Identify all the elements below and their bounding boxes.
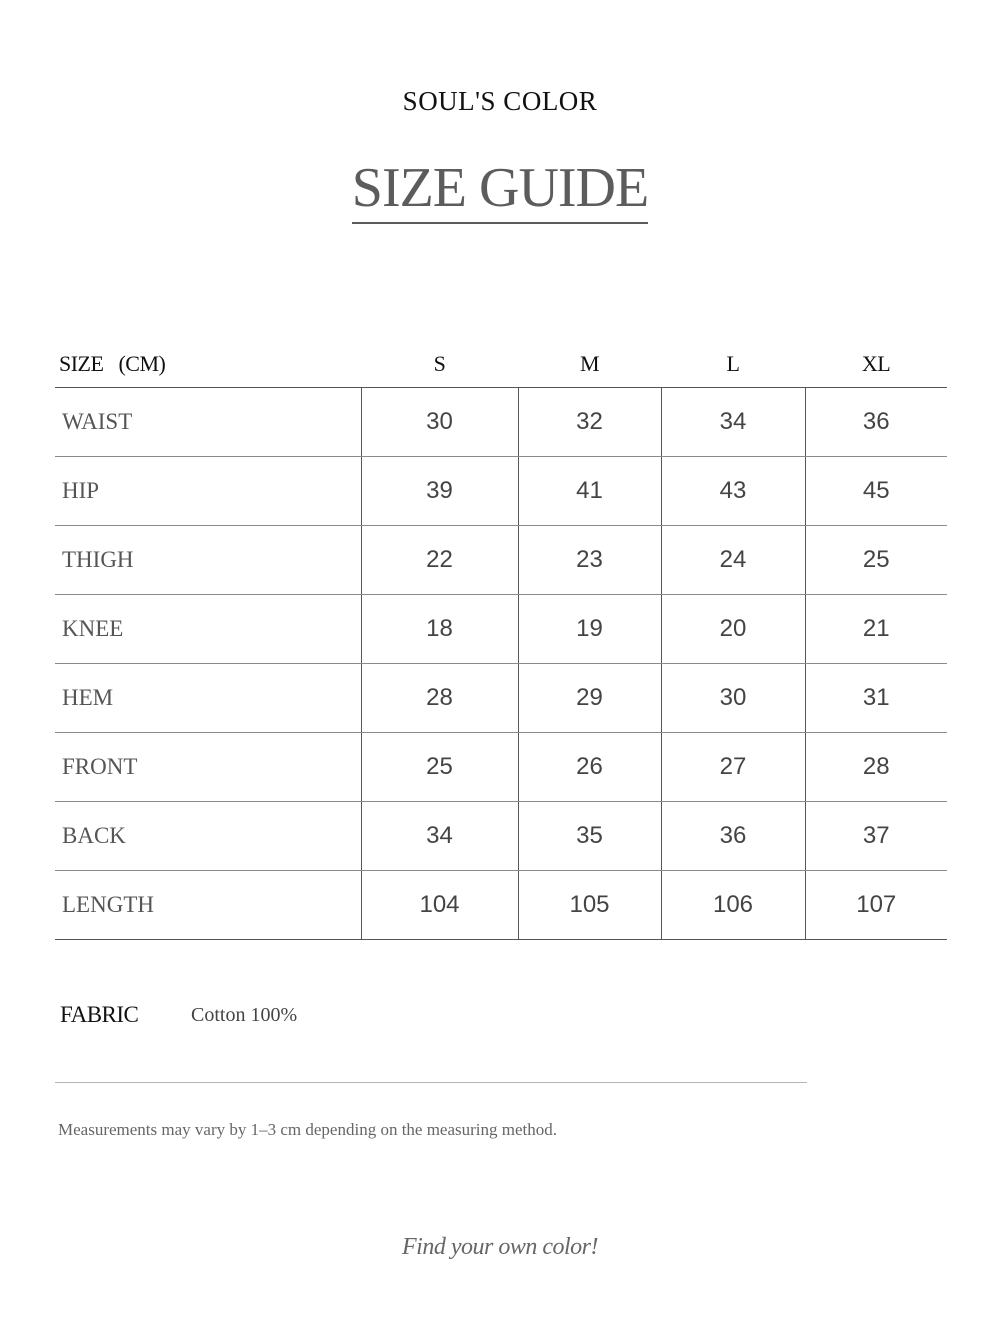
table-cell: 22 [361,526,518,595]
size-header-m: M [518,340,661,388]
table-cell: 24 [661,526,805,595]
table-row [55,526,947,595]
table-cell: 107 [805,871,947,940]
row-label: FRONT [55,733,361,802]
table-row [55,595,947,664]
table-cell: 36 [661,802,805,871]
table-cell: 28 [805,733,947,802]
table-cell: 106 [661,871,805,940]
table-cell: 19 [518,595,661,664]
fabric-value: Cotton 100% [191,1004,298,1026]
divider [55,1082,807,1083]
table-cell: 29 [518,664,661,733]
table-cell: 36 [805,388,947,457]
table-cell: 35 [518,802,661,871]
table-cell: 18 [361,595,518,664]
corner-label: SIZE (CM) [55,340,361,388]
size-header-xl: XL [805,340,947,388]
table-cell: 26 [518,733,661,802]
row-label: KNEE [55,595,361,664]
fabric-label: FABRIC [60,1002,139,1027]
table-row [55,802,947,871]
table-cell: 34 [661,388,805,457]
size-header-s: S [361,340,518,388]
brand-name: SOUL'S COLOR [402,86,598,116]
table-header-row [55,340,947,388]
table-cell: 25 [805,526,947,595]
size-header-l: L [661,340,805,388]
table-cell: 45 [805,457,947,526]
table-cell: 31 [805,664,947,733]
table-row [55,388,947,457]
table-cell: 30 [361,388,518,457]
size-table [55,340,947,940]
row-label: THIGH [55,526,361,595]
table-row [55,871,947,940]
table-cell: 37 [805,802,947,871]
table-row [55,733,947,802]
table-cell: 23 [518,526,661,595]
table-cell: 104 [361,871,518,940]
table-cell: 30 [661,664,805,733]
page-title: SIZE GUIDE [352,160,648,224]
table-row [55,457,947,526]
table-cell: 34 [361,802,518,871]
row-label: LENGTH [55,871,361,940]
table-cell: 32 [518,388,661,457]
row-label: BACK [55,802,361,871]
table-cell: 105 [518,871,661,940]
table-cell: 25 [361,733,518,802]
table-cell: 20 [661,595,805,664]
table-cell: 27 [661,733,805,802]
tagline: Find your own color! [402,1234,598,1260]
table-row [55,664,947,733]
table-cell: 41 [518,457,661,526]
row-label: WAIST [55,388,361,457]
table-cell: 21 [805,595,947,664]
title-area [0,157,1000,224]
row-label: HIP [55,457,361,526]
measurement-note: Measurements may vary by 1–3 cm depending on the measuring method. [58,1120,558,1139]
table-cell: 43 [661,457,805,526]
table-cell: 28 [361,664,518,733]
table-cell: 39 [361,457,518,526]
row-label: HEM [55,664,361,733]
